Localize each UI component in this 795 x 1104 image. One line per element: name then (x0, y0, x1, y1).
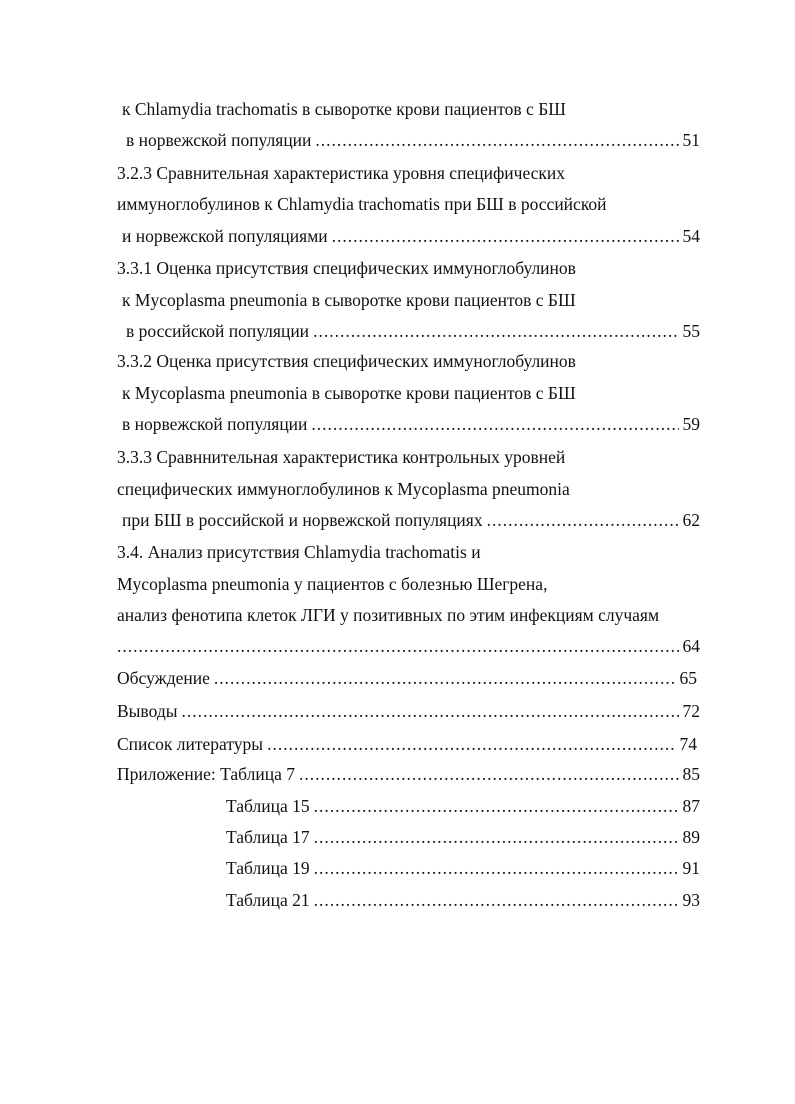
dot-leader (314, 857, 679, 879)
toc-entry-references (117, 733, 697, 755)
toc-entry-text: 3.3.1 Оценка присутствия специфических иммуноглобулинов (117, 258, 576, 278)
toc-entry (117, 635, 700, 657)
toc-entry-label: Выводы (117, 701, 178, 721)
toc-page-number: 62 (682, 510, 700, 530)
toc-entry-appendix (117, 763, 700, 785)
toc-page-number: 59 (682, 414, 700, 434)
dot-leader (214, 667, 676, 689)
toc-entry-text: к Mycoplasma pneumonia в сыворотке крови пациентов с БШ (122, 290, 576, 310)
toc-entry-label: Список литературы (117, 734, 264, 754)
toc-entry-text: специфических иммуноглобулинов к Mycoplasma pneumonia (117, 479, 570, 499)
toc-entry-label: в норвежской популяции (126, 130, 312, 150)
toc-entry-text: иммуноглобулинов к Chlamydia trachomatis при БШ в российской (117, 194, 607, 214)
dot-leader (315, 129, 678, 151)
toc-entry (122, 509, 700, 531)
toc-page-number: 87 (682, 796, 700, 816)
toc-entry-table-19 (226, 857, 700, 879)
toc-entry-label: Обсуждение (117, 668, 210, 688)
toc-entry-label: Таблица 15 (226, 796, 310, 816)
toc-entry-text: 3.3.2 Оценка присутствия специфических иммуноглобулинов (117, 351, 576, 371)
toc-entry-label: и норвежской популяциями (122, 226, 328, 246)
toc-entry-label: при БШ в российской и норвежской популяциях (122, 510, 483, 530)
dot-leader (313, 320, 678, 342)
dot-leader (314, 889, 679, 911)
toc-entry-discussion (117, 667, 697, 689)
toc-entry (126, 129, 700, 151)
toc-page-number: 55 (682, 321, 700, 341)
toc-page-number: 54 (682, 226, 700, 246)
dot-leader (332, 225, 679, 247)
toc-page-number: 74 (679, 734, 697, 754)
toc-entry-text: 3.3.3 Сравннительная характеристика контрольных уровней (117, 447, 566, 467)
toc-entry-label: Таблица 17 (226, 827, 310, 847)
toc-entry-label: в норвежской популяции (122, 414, 308, 434)
toc-page-number: 51 (682, 130, 700, 150)
dot-leader (299, 763, 678, 785)
dot-leader (314, 795, 679, 817)
dot-leader (117, 635, 679, 657)
toc-entry-table-15 (226, 795, 700, 817)
toc-entry-text: к Chlamydia trachomatis в сыворотке крови пациентов с БШ (122, 99, 566, 119)
toc-entry-label: Таблица 19 (226, 858, 310, 878)
toc-entry-table-21 (226, 889, 700, 911)
toc-entry-text: к Mycoplasma pneumonia в сыворотке крови пациентов с БШ (122, 383, 576, 403)
dot-leader (314, 826, 679, 848)
toc-entry-text: Mycoplasma pneumonia у пациентов с болезнью Шегрена, (117, 574, 548, 594)
toc-entry-text: 3.2.3 Сравнительная характеристика уровня специфических (117, 163, 566, 183)
toc-entry-label: Приложение: Таблица 7 (117, 764, 296, 784)
dot-leader (267, 733, 675, 755)
toc-entry-label: в российской популяции (126, 321, 310, 341)
toc-entry (126, 320, 700, 342)
toc-page-number: 72 (682, 701, 700, 721)
toc-entry (122, 225, 700, 247)
toc-entry-table-17 (226, 826, 700, 848)
toc-entry-label: Таблица 21 (226, 890, 310, 910)
dot-leader (311, 413, 678, 435)
toc-page-number: 64 (682, 636, 700, 656)
toc-page-number: 91 (682, 858, 700, 878)
dot-leader (487, 509, 679, 531)
toc-page-number: 93 (682, 890, 700, 910)
toc-entry-text: анализ фенотипа клеток ЛГИ у позитивных по этим инфекциям случаям (117, 605, 660, 625)
toc-page-number: 65 (679, 668, 697, 688)
toc-entry-text: 3.4. Анализ присутствия Chlamydia trachomatis и (117, 542, 481, 562)
toc-entry-conclusions (117, 700, 700, 722)
toc-page-number: 89 (682, 827, 700, 847)
toc-entry (122, 413, 700, 435)
dot-leader (181, 700, 678, 722)
toc-page-number: 85 (682, 764, 700, 784)
